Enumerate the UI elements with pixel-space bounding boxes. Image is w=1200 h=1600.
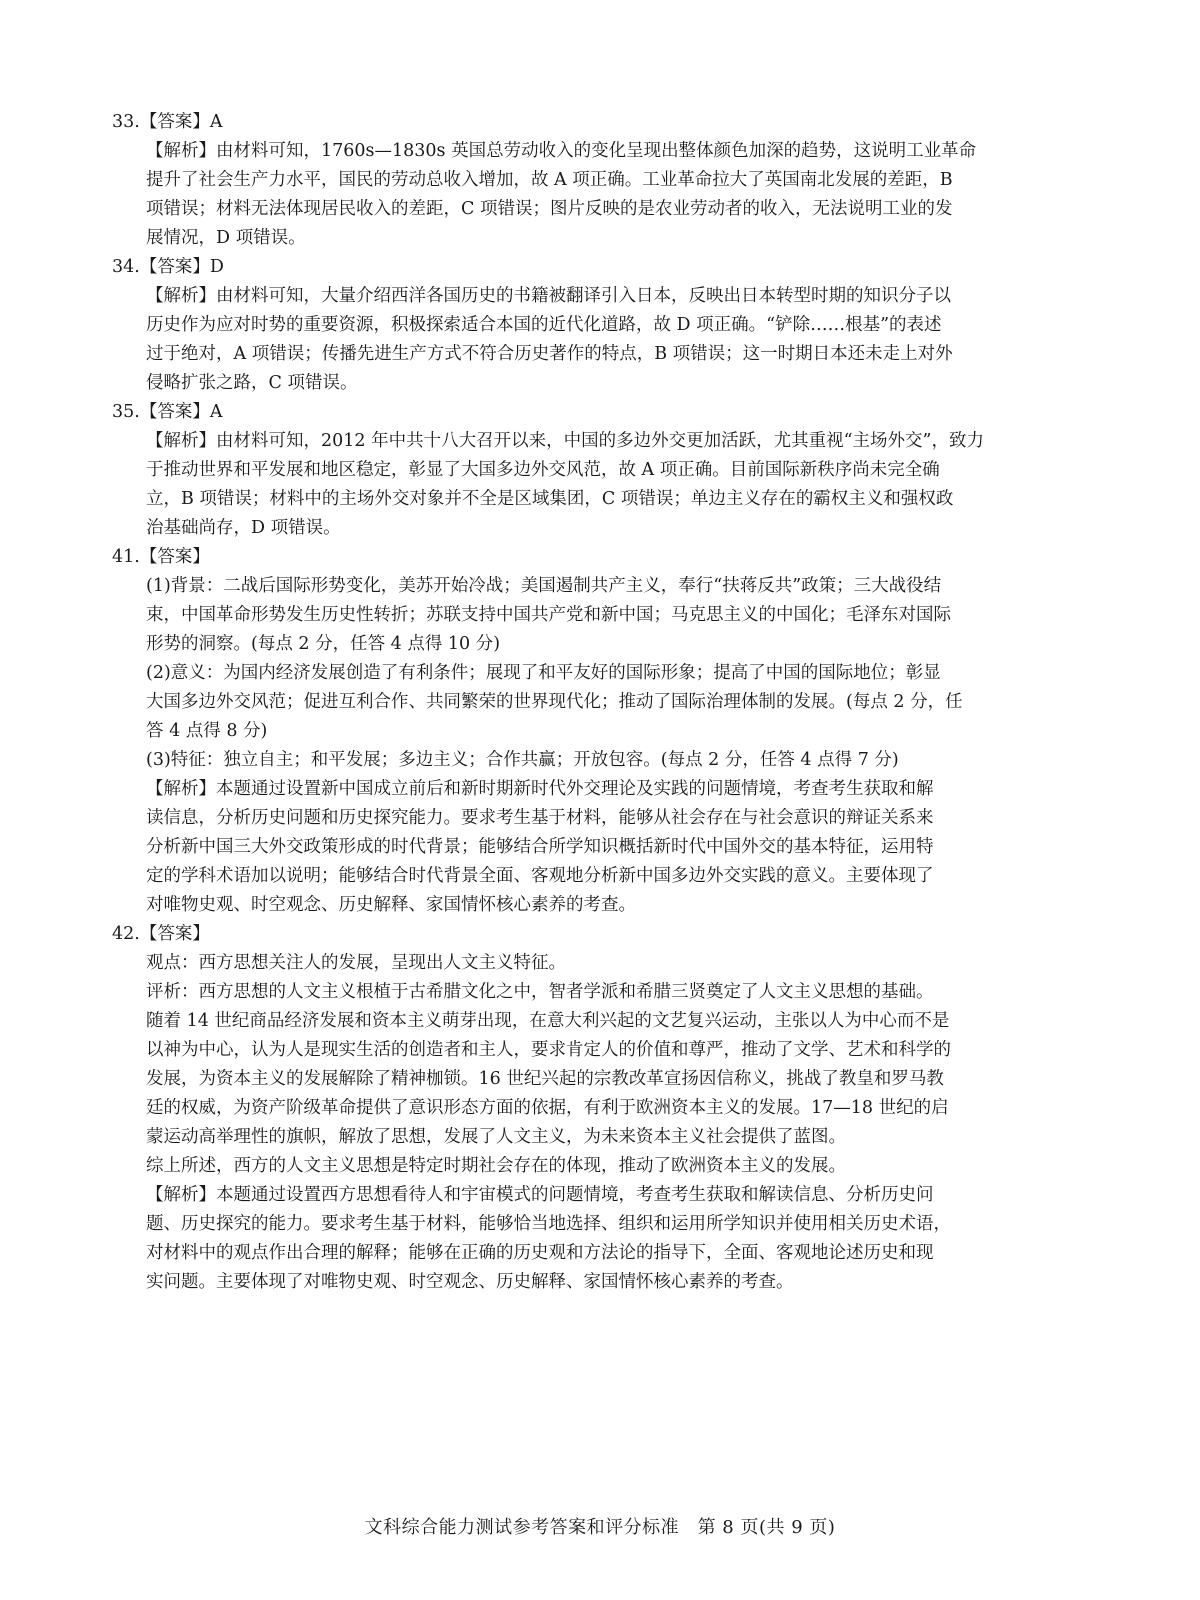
explanation-line: 【解析】本题通过设置西方思想看待人和宇宙模式的问题情境，考查考生获取和解读信息、分析历史问 bbox=[146, 1185, 934, 1205]
explanation-line: 提升了社会生产力水平，国民的劳动总收入增加，故 A 项正确。工业革命拉大了英国南北发展的差距，B bbox=[146, 170, 953, 190]
explanation-line: 【解析】由材料可知，1760s—1830s 英国总劳动收入的变化呈现出整体颜色加深的趋势，这说明工业革命 bbox=[146, 141, 977, 161]
page-footer: 文科综合能力测试参考答案和评分标准 第 8 页(共 9 页) bbox=[364, 1517, 836, 1538]
explanation-line: 对唯物史观、时空观念、历史解释、家国情怀核心素养的考查。 bbox=[146, 895, 636, 915]
explanation-line: 形势的洞察。(每点 2 分，任答 4 点得 10 分) bbox=[146, 634, 501, 654]
explanation-line: 题、历史探究的能力。要求考生基于材料，能够恰当地选择、组织和运用所学知识并使用相关历史术语， bbox=[146, 1214, 951, 1234]
explanation-line: 侵略扩张之路，C 项错误。 bbox=[146, 373, 358, 393]
explanation-line: 综上所述，西方的人文主义思想是特定时期社会存在的体现，推动了欧洲资本主义的发展。 bbox=[146, 1156, 846, 1176]
explanation-line: 对材料中的观点作出合理的解释；能够在正确的历史观和方法论的指导下，全面、客观地论述历史和现 bbox=[146, 1243, 934, 1263]
explanation-line: 答 4 点得 8 分) bbox=[146, 721, 268, 741]
explanation-line: 【解析】本题通过设置新中国成立前后和新时期新时代外交理论及实践的问题情境，考查考生获取和解 bbox=[146, 779, 934, 799]
question-answer-heading: 42.【答案】 bbox=[112, 924, 210, 944]
explanation-line: 蒙运动高举理性的旗帜，解放了思想，发展了人文主义，为未来资本主义社会提供了蓝图。 bbox=[146, 1127, 846, 1147]
explanation-line: 束，中国革命形势发生历史性转折；苏联支持中国共产党和新中国；马克思主义的中国化；毛泽东对国际 bbox=[146, 605, 951, 625]
explanation-line: 实问题。主要体现了对唯物史观、时空观念、历史解释、家国情怀核心素养的考查。 bbox=[146, 1272, 794, 1292]
explanation-line: 发展，为资本主义的发展解除了精神枷锁。16 世纪兴起的宗教改革宣扬因信称义，挑战了教皇和罗马教 bbox=[146, 1069, 944, 1089]
explanation-line: 定的学科术语加以说明；能够结合时代背景全面、客观地分析新中国多边外交实践的意义。主要体现了 bbox=[146, 866, 934, 886]
explanation-line: (1)背景：二战后国际形势变化，美苏开始冷战；美国遏制共产主义，奉行“扶蒋反共”政策；三大战役结 bbox=[146, 576, 942, 596]
explanation-line: 廷的权威，为资产阶级革命提供了意识形态方面的依据，有利于欧洲资本主义的发展。17—18 世纪的启 bbox=[146, 1098, 949, 1118]
explanation-line: 展情况，D 项错误。 bbox=[146, 228, 306, 248]
explanation-line: 以神为中心，认为人是现实生活的创造者和主人，要求肯定人的价值和尊严，推动了文学、艺术和科学的 bbox=[146, 1040, 951, 1060]
explanation-line: 立，B 项错误；材料中的主场外交对象并不全是区域集团，C 项错误；单边主义存在的霸权主义和强权政 bbox=[146, 489, 954, 509]
question-answer-heading: 34.【答案】D bbox=[112, 257, 224, 277]
explanation-line: 历史作为应对时势的重要资源，积极探索适合本国的近代化道路，故 D 项正确。“铲除……根基”的表述 bbox=[146, 315, 942, 335]
explanation-line: 【解析】由材料可知，2012 年中共十八大召开以来，中国的多边外交更加活跃，尤其重视“主场外交”，致力 bbox=[146, 431, 984, 451]
explanation-line: 治基础尚存，D 项错误。 bbox=[146, 518, 341, 538]
explanation-line: 【解析】由材料可知，大量介绍西洋各国历史的书籍被翻译引入日本，反映出日本转型时期的知识分子以 bbox=[146, 286, 951, 306]
explanation-line: 于推动世界和平发展和地区稳定，彰显了大国多边外交风范，故 A 项正确。目前国际新秩序尚未完全确 bbox=[146, 460, 940, 480]
question-answer-heading: 35.【答案】A bbox=[112, 402, 223, 422]
explanation-line: 大国多边外交风范；促进互利合作、共同繁荣的世界现代化；推动了国际治理体制的发展。(每点 2 分，任 bbox=[146, 692, 963, 712]
answer-content bbox=[112, 108, 1092, 1297]
explanation-line: 观点：西方思想关注人的发展，呈现出人文主义特征。 bbox=[146, 953, 566, 973]
explanation-line: 随着 14 世纪商品经济发展和资本主义萌芽出现，在意大利兴起的文艺复兴运动，主张以人为中心而不是 bbox=[146, 1011, 950, 1031]
explanation-line: 分析新中国三大外交政策形成的时代背景；能够结合所学知识概括新时代中国外交的基本特征，运用特 bbox=[146, 837, 934, 857]
explanation-line: (2)意义：为国内经济发展创造了有利条件；展现了和平友好的国际形象；提高了中国的国际地位；彰显 bbox=[146, 663, 941, 683]
explanation-line: 评析：西方思想的人文主义根植于古希腊文化之中，智者学派和希腊三贤奠定了人文主义思想的基础。 bbox=[146, 982, 934, 1002]
explanation-line: 读信息，分析历史问题和历史探究能力。要求考生基于材料，能够从社会存在与社会意识的辩证关系来 bbox=[146, 808, 934, 828]
question-answer-heading: 41.【答案】 bbox=[112, 547, 210, 567]
question-answer-heading: 33.【答案】A bbox=[112, 112, 223, 132]
explanation-line: 过于绝对，A 项错误；传播先进生产方式不符合历史著作的特点，B 项错误；这一时期日本还未走上对外 bbox=[146, 344, 953, 364]
explanation-line: (3)特征：独立自主；和平发展；多边主义；合作共赢；开放包容。(每点 2 分，任答 4 点得 7 分) bbox=[146, 750, 899, 770]
explanation-line: 项错误；材料无法体现居民收入的差距，C 项错误；图片反映的是农业劳动者的收入，无法说明工业的发 bbox=[146, 199, 953, 219]
